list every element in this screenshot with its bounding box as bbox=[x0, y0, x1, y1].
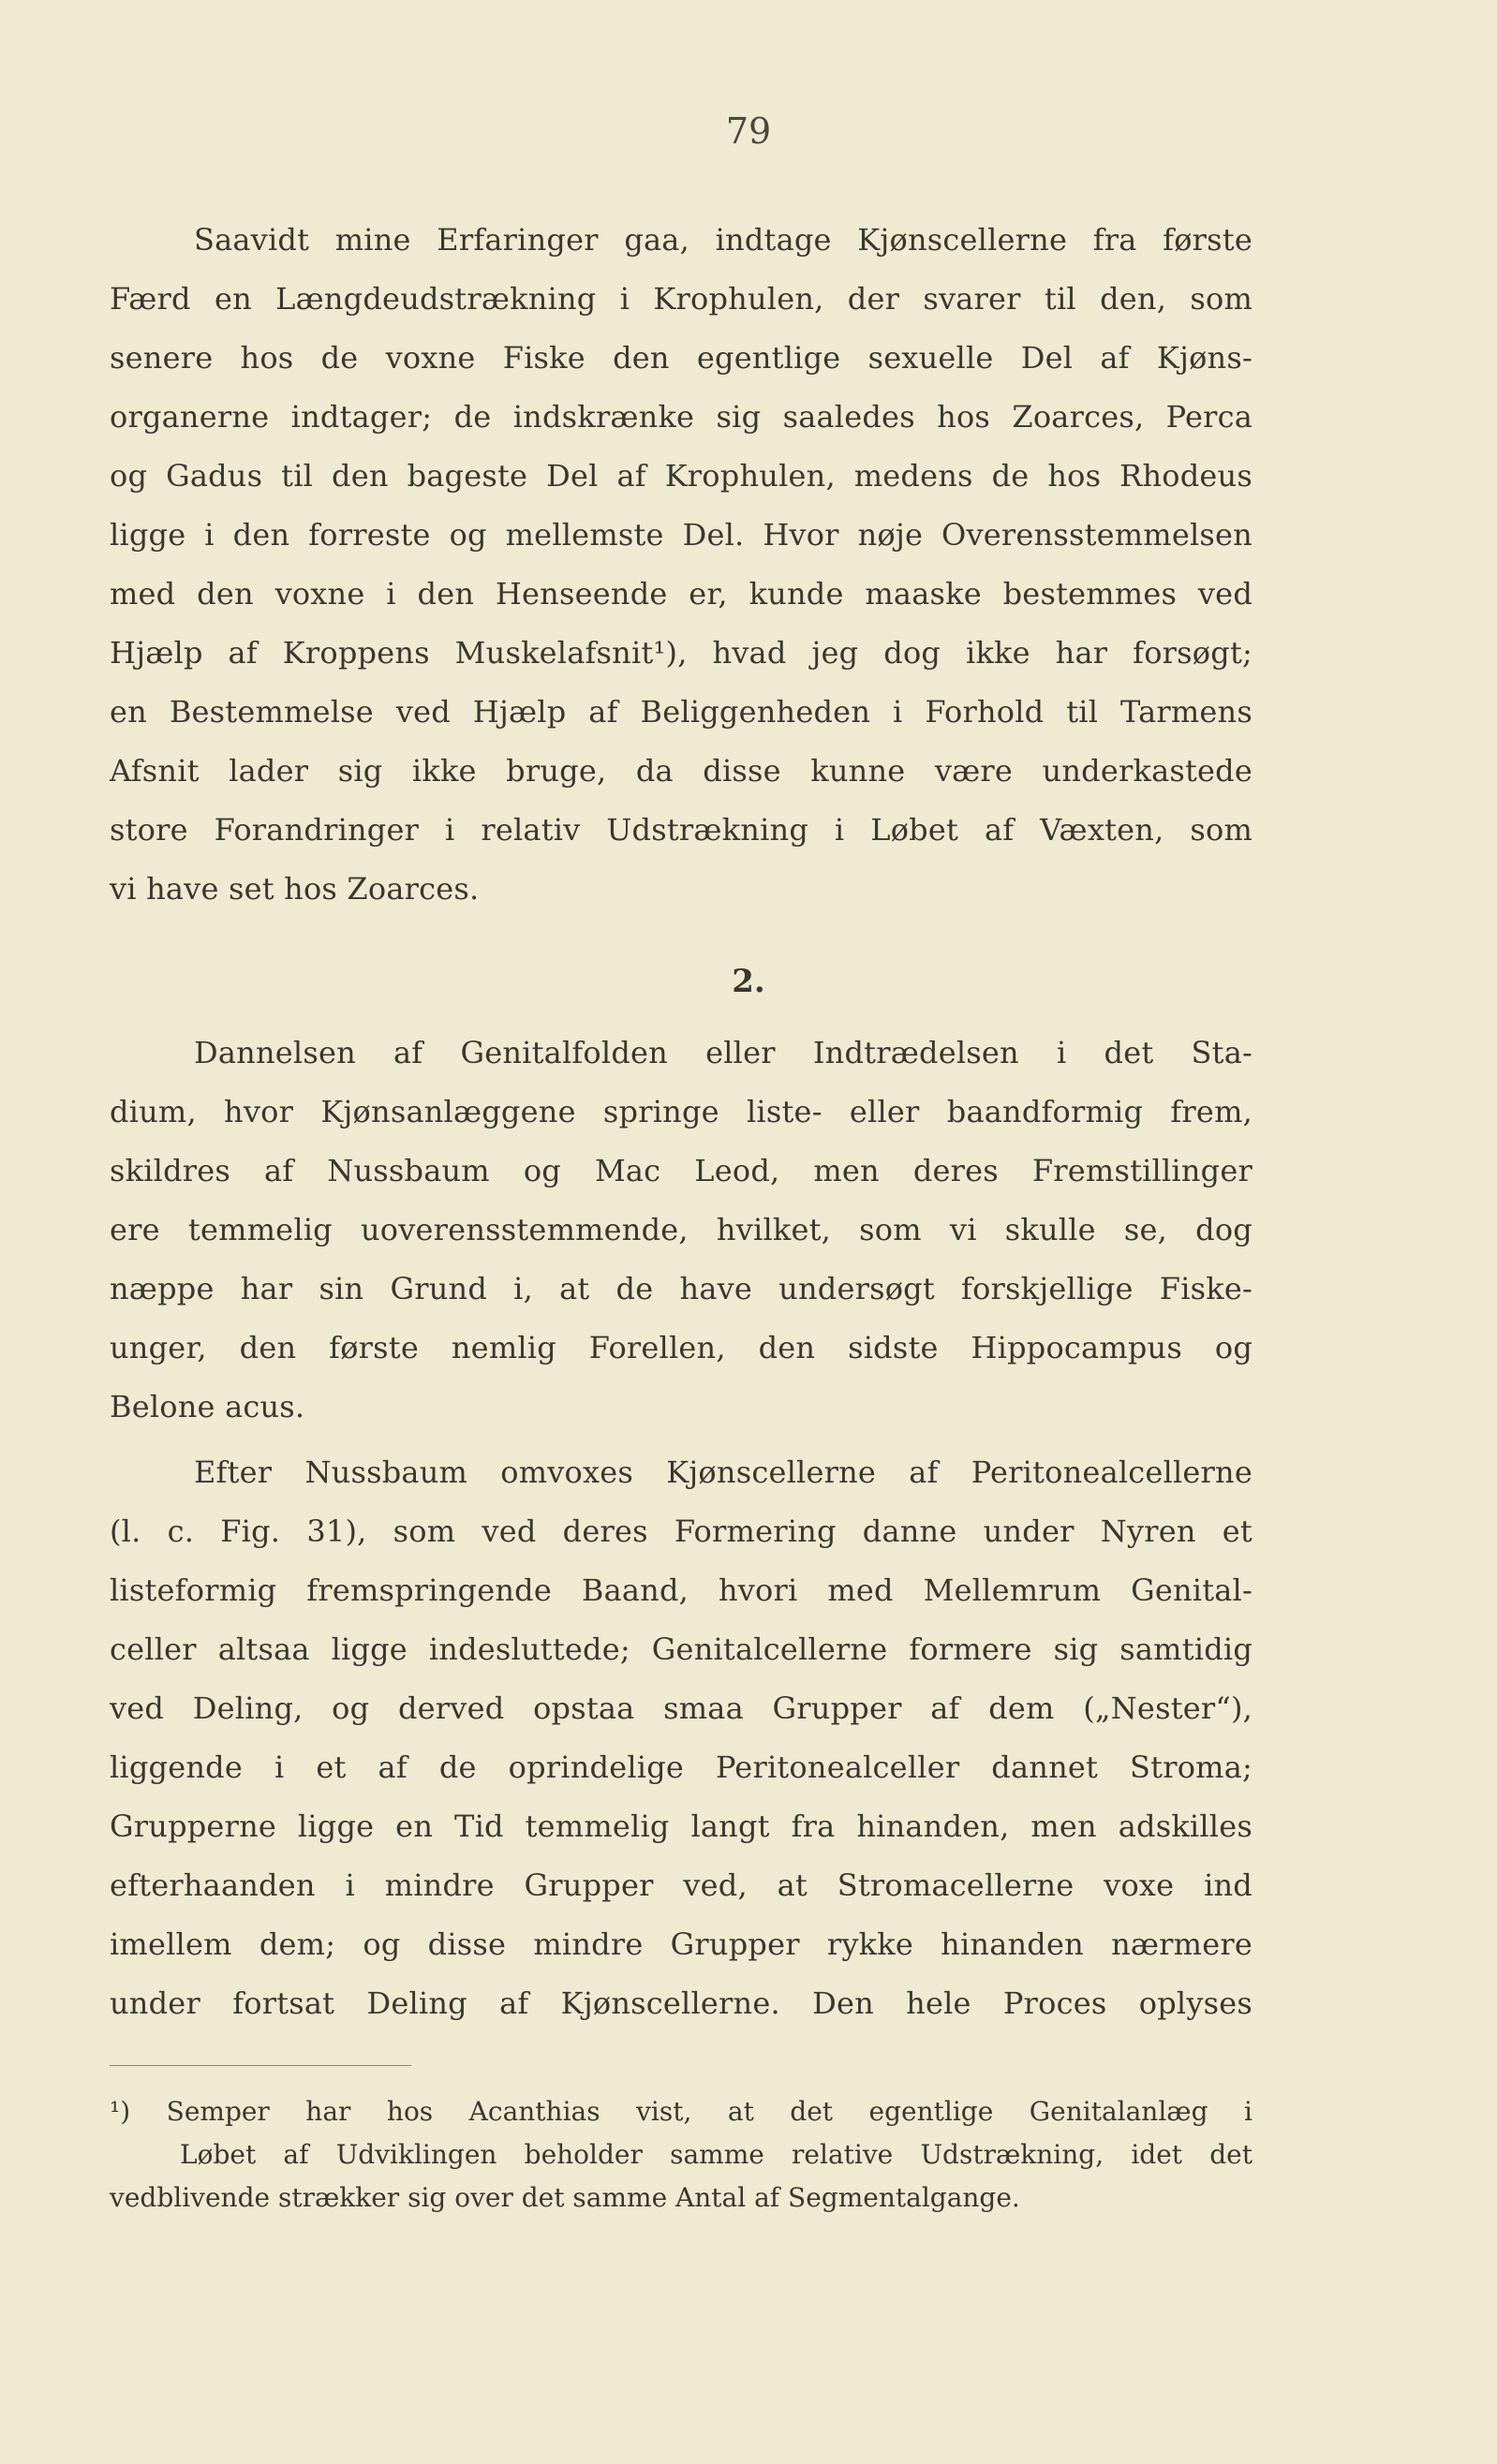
paragraph-1-line-10: Afsnit lader sig ikke bruge, da disse kunne være underkastede bbox=[110, 753, 1252, 789]
paragraph-3-line-2: (l. c. Fig. 31), som ved deres Formering danne under Nyren et bbox=[110, 1513, 1252, 1549]
paragraph-2-line-4: ere temmelig uoverensstemmende, hvilket, som vi skulle se, dog bbox=[110, 1212, 1252, 1247]
paragraph-1-line-8: Hjælp af Kroppens Muskelafsnit¹), hvad jeg dog ikke har forsøgt; bbox=[110, 635, 1252, 671]
paragraph-1-line-4: organerne indtager; de indskrænke sig saaledes hos Zoarces, Perca bbox=[110, 399, 1252, 435]
paragraph-1-line-5: og Gadus til den bageste Del af Krophulen, medens de hos Rhodeus bbox=[110, 458, 1252, 494]
paragraph-1 bbox=[110, 211, 1252, 919]
paragraph-1-line-11: store Forandringer i relativ Udstrækning i Løbet af Væxten, som bbox=[110, 812, 1252, 848]
paragraph-1-line-2: Færd en Længdeudstrækning i Krophulen, der svarer til den, som bbox=[110, 281, 1252, 317]
paragraph-2-line-3: skildres af Nussbaum og Mac Leod, men deres Fremstillinger bbox=[110, 1153, 1252, 1188]
paragraph-3-line-9: imellem dem; og disse mindre Grupper rykke hinanden nærmere bbox=[110, 1926, 1252, 1962]
footnote bbox=[110, 2090, 1252, 2220]
paragraph-2-line-5: næppe har sin Grund i, at de have undersøgt forskjellige Fiske- bbox=[110, 1271, 1252, 1306]
paragraph-3-line-6: liggende i et af de oprindelige Peritonealceller dannet Stroma; bbox=[110, 1749, 1252, 1785]
paragraph-3-line-4: celler altsaa ligge indesluttede; Genitalcellerne formere sig samtidig bbox=[110, 1631, 1252, 1667]
paragraph-3-line-1: Efter Nussbaum omvoxes Kjønscellerne af Peritonealcellerne bbox=[194, 1454, 1252, 1490]
section-number: 2. bbox=[732, 963, 765, 1000]
paragraph-2-line-6: unger, den første nemlig Forellen, den sidste Hippocampus og bbox=[110, 1330, 1252, 1365]
footnote-line-2: Løbet af Udviklingen beholder samme relative Udstrækning, idet det bbox=[180, 2139, 1252, 2170]
paragraph-1-line-9: en Bestemmelse ved Hjælp af Beliggenheden i Forhold til Tarmens bbox=[110, 694, 1252, 730]
paragraph-2-line-7: Belone acus. bbox=[110, 1389, 305, 1424]
paragraph-1-line-1: Saavidt mine Erfaringer gaa, indtage Kjønscellerne fra første bbox=[194, 222, 1252, 258]
paragraph-3-line-10: under fortsat Deling af Kjønscellerne. Den hele Proces oplyses bbox=[110, 1985, 1252, 2021]
paragraph-1-line-12: vi have set hos Zoarces. bbox=[110, 871, 480, 907]
paragraph-3-line-7: Grupperne ligge en Tid temmelig langt fra hinanden, men adskilles bbox=[110, 1808, 1252, 1844]
paragraph-1-line-6: ligge i den forreste og mellemste Del. Hvor nøje Overensstemmelsen bbox=[110, 517, 1252, 553]
paragraph-1-line-7: med den voxne i den Henseende er, kunde maaske bestemmes ved bbox=[110, 576, 1252, 612]
footnote-line-3: vedblivende strækker sig over det samme Antal af Segmentalgange. bbox=[110, 2182, 1020, 2213]
paragraph-3-line-5: ved Deling, og derved opstaa smaa Grupper af dem („Nester“), bbox=[110, 1690, 1252, 1726]
paragraph-3 bbox=[110, 1443, 1252, 2033]
paragraph-3-line-8: efterhaanden i mindre Grupper ved, at Stromacellerne voxe ind bbox=[110, 1867, 1252, 1903]
paragraph-3-line-3: listeformig fremspringende Baand, hvori med Mellemrum Genital- bbox=[110, 1572, 1252, 1608]
paragraph-2-line-2: dium, hvor Kjønsanlæggene springe liste- eller baandformig frem, bbox=[110, 1094, 1252, 1129]
footnote-divider bbox=[110, 2065, 411, 2066]
paragraph-1-line-3: senere hos de voxne Fiske den egentlige sexuelle Del af Kjøns- bbox=[110, 340, 1252, 376]
footnote-line-1: ¹) Semper har hos Acanthias vist, at det egentlige Genitalanlæg i bbox=[110, 2096, 1252, 2127]
paragraph-2 bbox=[110, 1024, 1252, 1437]
page-number: 79 bbox=[725, 111, 772, 152]
paragraph-2-line-1: Dannelsen af Genitalfolden eller Indtrædelsen i det Sta- bbox=[194, 1035, 1252, 1070]
